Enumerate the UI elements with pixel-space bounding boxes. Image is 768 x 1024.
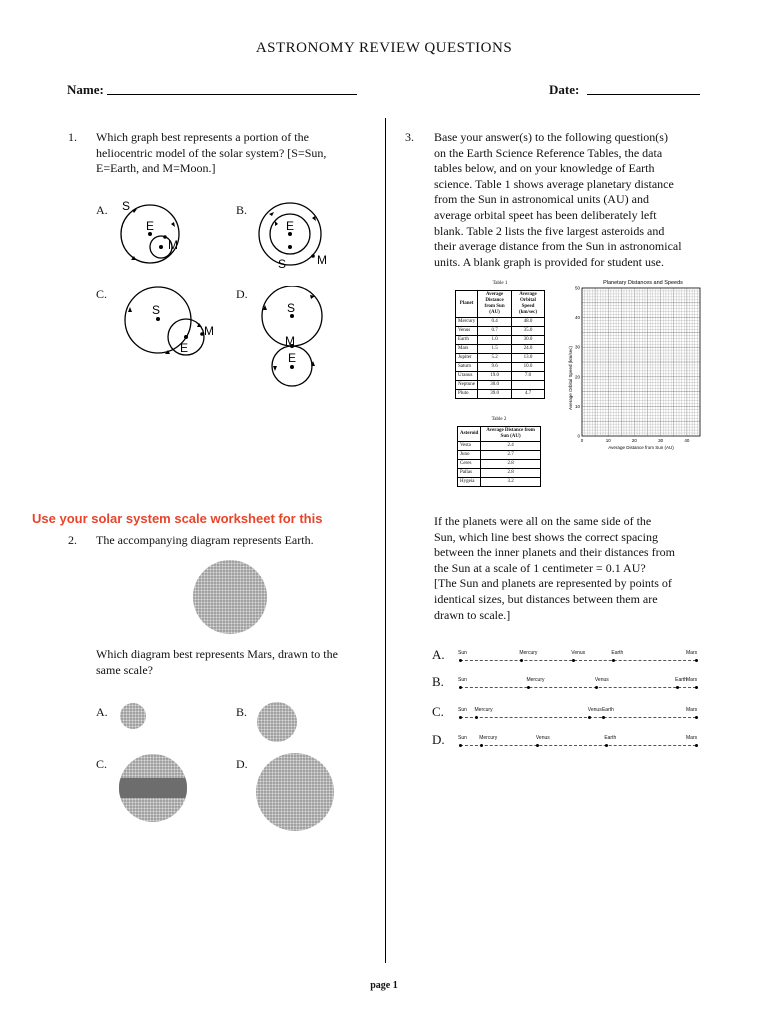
graph-ytick: 50 bbox=[574, 285, 580, 291]
table1-row: Saturn 9.6 10.0 bbox=[456, 363, 545, 372]
planet-point bbox=[695, 659, 698, 662]
planet-label: Earth bbox=[611, 650, 624, 656]
q1-option-c[interactable]: C. bbox=[96, 287, 108, 301]
planet-label: Venus bbox=[535, 735, 550, 741]
table1-row: Venus 0.7 35.0 bbox=[456, 327, 545, 336]
graph-xtick: 30 bbox=[658, 438, 664, 443]
scale-line bbox=[460, 717, 696, 718]
planet-point bbox=[536, 744, 539, 747]
planet-label: Venus bbox=[594, 677, 609, 683]
planet-label: Mercury bbox=[519, 650, 538, 656]
svg-text:M: M bbox=[285, 334, 295, 348]
q3-option-a[interactable] bbox=[432, 647, 704, 669]
q3-option-letter: C. bbox=[432, 704, 444, 719]
q3-option-letter: B. bbox=[432, 674, 444, 689]
column-divider bbox=[385, 118, 386, 963]
planet-point bbox=[602, 716, 605, 719]
svg-text:S: S bbox=[278, 257, 287, 271]
q2-option-d[interactable]: D. bbox=[236, 757, 248, 771]
q2-circle-a bbox=[118, 700, 150, 732]
planet-label: Mars bbox=[686, 735, 698, 741]
table1-row: Earth 1.0 30.0 bbox=[456, 336, 545, 345]
planet-point bbox=[612, 659, 615, 662]
planet-label: Earth bbox=[601, 707, 614, 713]
worksheet-note: Use your solar system scale worksheet for this bbox=[32, 511, 323, 526]
table2-caption: Table 2 bbox=[491, 417, 507, 422]
planet-point bbox=[605, 744, 608, 747]
planet-label: Sun bbox=[458, 735, 467, 741]
svg-text:M: M bbox=[204, 324, 214, 338]
graph-xtick: 0 bbox=[580, 438, 584, 443]
table2-row: Juno 2.7 bbox=[458, 451, 541, 460]
graph-ytick: 30 bbox=[574, 344, 580, 350]
graph-ytick: 20 bbox=[574, 374, 580, 380]
graph-title: Planetary Distances and Speeds bbox=[603, 280, 683, 286]
q1-option-a[interactable]: A. bbox=[96, 203, 108, 217]
table1-row: Uranus 19.0 7.0 bbox=[456, 372, 545, 381]
graph-xtick: 20 bbox=[631, 438, 637, 443]
planet-point bbox=[459, 659, 462, 662]
graph-xtick: 40 bbox=[684, 438, 690, 443]
table1: Planet Average Distance from Sun (AU) Average Orbital Speed (km/sec) Mercury 0.4 48.0 Venus 0.7 35.0 Earth 1.0 30.0 Mars 1.5 24.0 Jupiter 5.2 13.0 Saturn 9.6 10.0 Uranus 19.0 7.0 Neptune 30.0 Pluto 39.0 4.7 bbox=[455, 290, 545, 399]
q3-option-letter: D. bbox=[432, 732, 445, 747]
planet-label: Mercury bbox=[479, 735, 498, 741]
planet-point bbox=[480, 744, 483, 747]
svg-text:E: E bbox=[180, 341, 189, 355]
planet-point bbox=[475, 716, 478, 719]
name-field[interactable] bbox=[107, 94, 357, 95]
svg-text:S: S bbox=[152, 303, 161, 317]
svg-text:E: E bbox=[288, 351, 297, 365]
q1-number: 1. bbox=[68, 130, 77, 144]
q2-number: 2. bbox=[68, 533, 77, 547]
graph-ytick: 40 bbox=[574, 315, 580, 321]
planet-label: Sun bbox=[458, 677, 467, 683]
svg-text:M: M bbox=[317, 253, 327, 267]
planet-label: Earth bbox=[675, 677, 688, 683]
planet-point bbox=[588, 716, 591, 719]
blank-graph bbox=[560, 276, 710, 456]
graph-ytick: 10 bbox=[574, 403, 580, 409]
planet-point bbox=[527, 686, 530, 689]
q2-question: Which diagram best represents Mars, drawn to the same scale? bbox=[96, 647, 338, 677]
table1-row: Pluto 39.0 4.7 bbox=[456, 390, 545, 399]
planet-point bbox=[520, 659, 523, 662]
planet-label: Mars bbox=[686, 707, 698, 713]
q1-option-d[interactable]: D. bbox=[236, 287, 248, 301]
planet-label: Sun bbox=[458, 650, 467, 656]
planet-label: Venus bbox=[587, 707, 602, 713]
planet-point bbox=[595, 686, 598, 689]
planet-label: Mercury bbox=[526, 677, 545, 683]
table2-row: Pallas 2.8 bbox=[458, 469, 541, 478]
planet-label: Mars bbox=[686, 650, 698, 656]
planet-point bbox=[676, 686, 679, 689]
scale-line bbox=[460, 660, 696, 661]
svg-text:S: S bbox=[287, 301, 296, 315]
q1-diagram-c bbox=[120, 282, 220, 367]
q3-question: If the planets were all on the same side of the Sun, which line best shows the correct spacing between the inner planets and their distances from the Sun at a scale of 1 centimeter = 0.1 AU? [The Sun and planets are represented by points of identical sizes, but distances between them are drawn to scale.] bbox=[434, 514, 675, 622]
planet-label: Sun bbox=[458, 707, 467, 713]
svg-text:S: S bbox=[122, 199, 131, 213]
q1-text: Which graph best represents a portion of the heliocentric model of the solar system? [S=Sun, E=Earth, and M=Moon.] bbox=[96, 130, 327, 176]
scale-line bbox=[460, 745, 696, 746]
table2-row: Vesta 2.4 bbox=[458, 442, 541, 451]
planet-point bbox=[459, 716, 462, 719]
svg-text:E: E bbox=[286, 219, 295, 233]
planet-point bbox=[459, 744, 462, 747]
svg-text:E: E bbox=[146, 219, 155, 233]
planet-label: Venus bbox=[571, 650, 586, 656]
q2-circle-d bbox=[255, 752, 337, 834]
q3-number: 3. bbox=[405, 130, 414, 144]
q3-text: Base your answer(s) to the following question(s) on the Earth Science Reference Tables, the data tables below, and on your knowledge of Earth science. Table 1 shows average planetary distance from the Sun in astronomical units (AU) and average orbital speet has been deliberately left blank. Table 2 lists the five largest asteroids and their average distance from the Sun in astronomical units. A blank graph is provided for student use. bbox=[434, 130, 682, 269]
q2-text: The accompanying diagram represents Earth. bbox=[96, 533, 314, 547]
planet-point bbox=[695, 716, 698, 719]
graph-ytick: 0 bbox=[577, 433, 580, 439]
q3-option-c[interactable] bbox=[432, 704, 704, 726]
page-title: ASTRONOMY REVIEW QUESTIONS bbox=[255, 40, 513, 56]
table1-row: Jupiter 5.2 13.0 bbox=[456, 354, 545, 363]
planet-label: Mercury bbox=[474, 707, 493, 713]
q1-option-b[interactable]: B. bbox=[236, 203, 248, 217]
planet-point bbox=[459, 686, 462, 689]
table1-caption: Table 1 bbox=[492, 281, 508, 286]
table2-row: Ceres 2.8 bbox=[458, 460, 541, 469]
table1-row: Mercury 0.4 48.0 bbox=[456, 318, 545, 327]
table1-row: Mars 1.5 24.0 bbox=[456, 345, 545, 354]
planet-point bbox=[695, 686, 698, 689]
name-label: Name: bbox=[67, 82, 104, 97]
q2-option-c[interactable]: C. bbox=[96, 757, 108, 771]
planet-point bbox=[695, 744, 698, 747]
earth-diagram bbox=[190, 558, 270, 638]
q1-diagram-d bbox=[255, 286, 335, 388]
planet-label: Earth bbox=[604, 735, 617, 741]
date-field[interactable] bbox=[587, 94, 700, 95]
date-label: Date: bbox=[549, 82, 580, 97]
graph-xtick: 10 bbox=[605, 438, 611, 443]
graph-xlabel: Average Distance from Sun (AU) bbox=[608, 445, 674, 450]
table2-row: Hygeia 3.2 bbox=[458, 478, 541, 487]
planet-label: Mars bbox=[686, 677, 698, 683]
scale-line bbox=[460, 687, 696, 688]
svg-text:M: M bbox=[168, 238, 178, 252]
q2-circle-b bbox=[256, 700, 300, 744]
planet-point bbox=[572, 659, 575, 662]
q3-option-d[interactable] bbox=[432, 732, 704, 754]
page-number: page 1 bbox=[370, 980, 398, 991]
q1-diagram-b bbox=[255, 196, 335, 271]
q2-option-b[interactable]: B. bbox=[236, 705, 248, 719]
q3-option-letter: A. bbox=[432, 647, 445, 662]
table2: Asteroid Average Distance from Sun (AU) Vesta 2.4 Juno 2.7 Ceres 2.8 Pallas 2.8 Hygeia 3.2 bbox=[457, 426, 541, 487]
table1-row: Neptune 30.0 bbox=[456, 381, 545, 390]
q3-option-b[interactable] bbox=[432, 674, 704, 696]
graph-ylabel: Average Orbital Speed (km/sec) bbox=[568, 346, 573, 410]
q2-option-a[interactable]: A. bbox=[96, 705, 108, 719]
q1-diagram-a bbox=[110, 196, 190, 271]
q2-circle-c bbox=[118, 752, 190, 824]
